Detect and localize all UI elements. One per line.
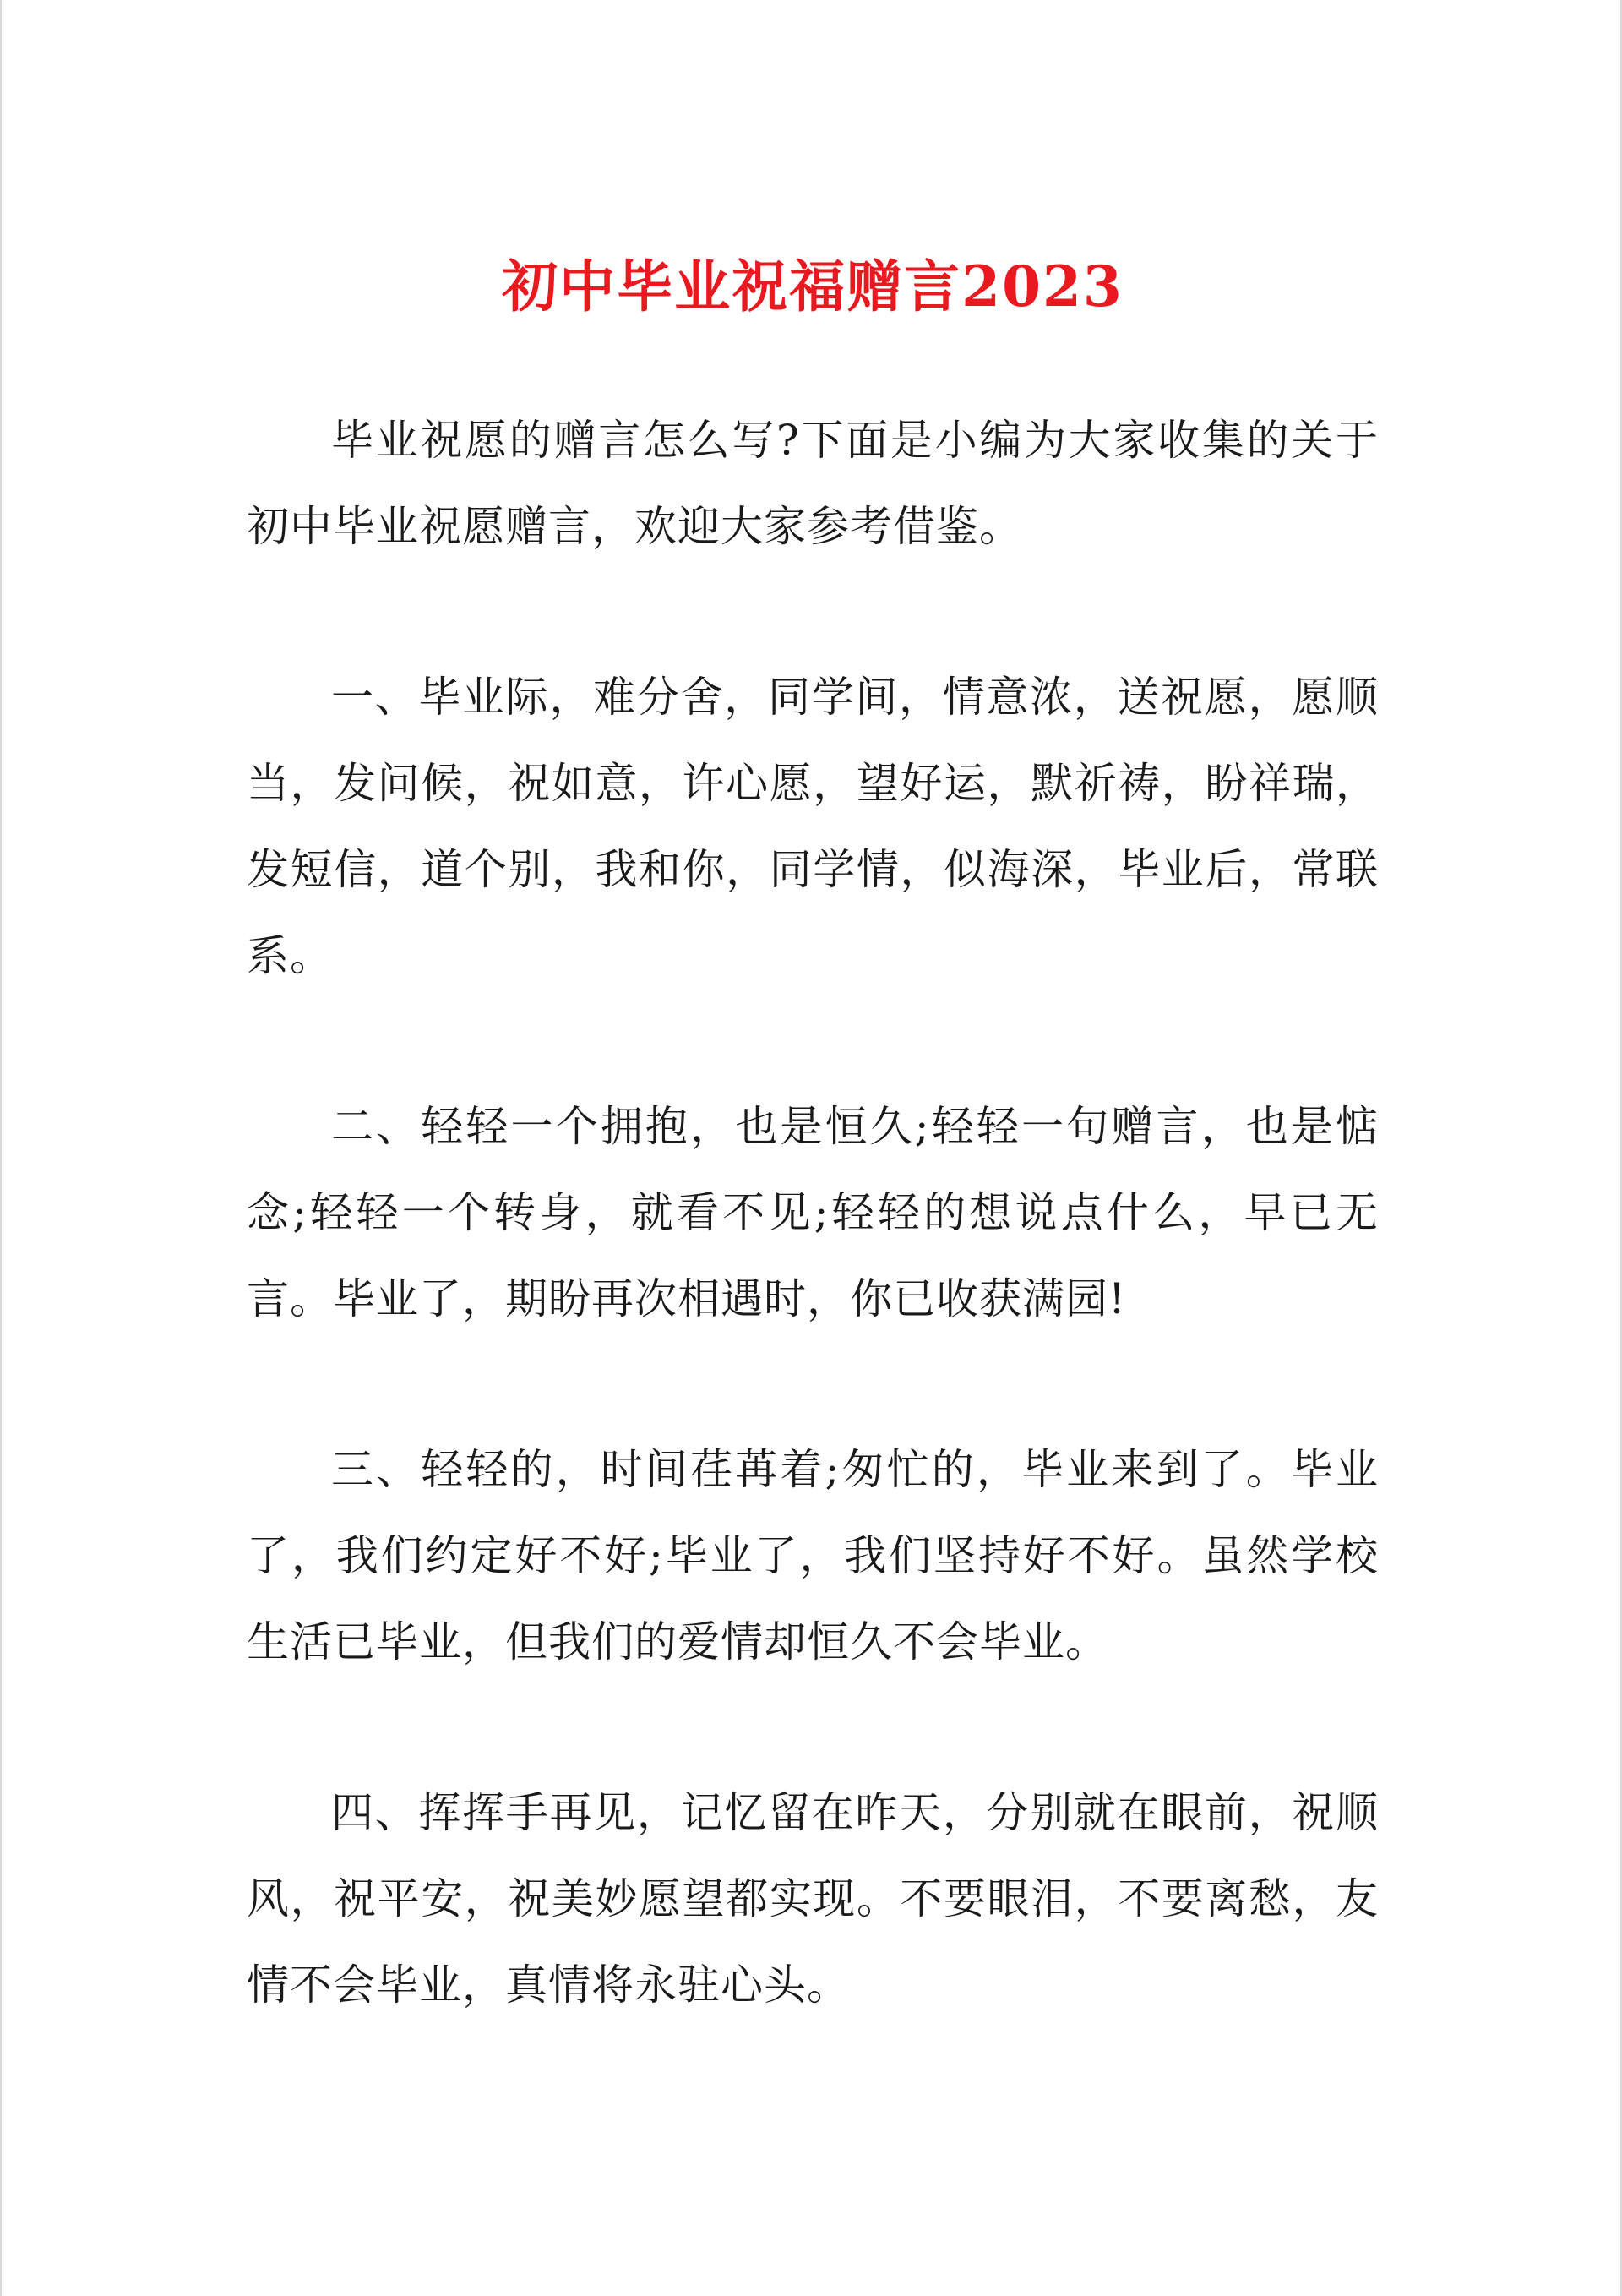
document-body	[247, 397, 1379, 2028]
document-title: 初中毕业祝福赠言2023	[502, 254, 1124, 319]
paragraph-3: 三、轻轻的，时间荏苒着;匆忙的，毕业来到了。毕业了，我们约定好不好;毕业了，我们坚持好不好。虽然学校生活已毕业，但我们的爱情却恒久不会毕业。	[247, 1445, 1379, 1666]
paragraph-1: 一、毕业际，难分舍，同学间，情意浓，送祝愿，愿顺当，发问候，祝如意，许心愿，望好运，默祈祷，盼祥瑞，发短信，道个别，我和你，同学情，似海深，毕业后，常联系。	[247, 673, 1379, 980]
intro-paragraph: 毕业祝愿的赠言怎么写?下面是小编为大家收集的关于初中毕业祝愿赠言，欢迎大家参考借鉴。	[247, 416, 1379, 551]
paragraph-4: 四、挥挥手再见，记忆留在昨天，分别就在眼前，祝顺风，祝平安，祝美妙愿望都实现。不要眼泪，不要离愁，友情不会毕业，真情将永驻心头。	[247, 1788, 1379, 2010]
paragraph-2: 二、轻轻一个拥抱，也是恒久;轻轻一句赠言，也是惦念;轻轻一个转身，就看不见;轻轻的想说点什么，早已无言。毕业了，期盼再次相遇时，你已收获满园!	[247, 1102, 1379, 1323]
